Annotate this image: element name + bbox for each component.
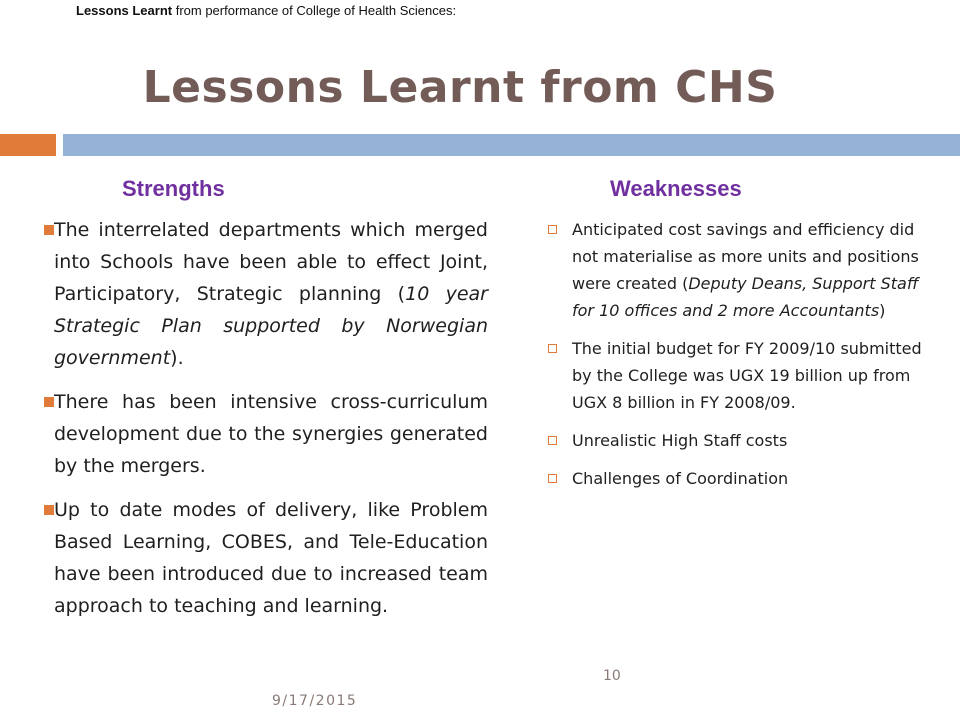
weaknesses-list xyxy=(548,216,940,503)
hollow-square-bullet-icon xyxy=(548,436,557,445)
hollow-square-bullet-icon xyxy=(548,225,557,234)
hollow-square-bullet-icon xyxy=(548,474,557,483)
slide-title: Lessons Learnt from CHS xyxy=(142,62,778,113)
weakness-item xyxy=(548,427,940,454)
weakness-text: Challenges of Coordination xyxy=(572,469,789,488)
strength-italic-text: 10 year Strategic Plan supported by Norwegian government xyxy=(54,283,488,369)
strengths-list xyxy=(34,214,488,634)
strengths-heading: Strengths xyxy=(122,176,225,201)
weakness-text: Unrealistic High Staff costs xyxy=(572,431,788,450)
square-bullet-icon xyxy=(44,505,54,515)
weakness-item xyxy=(548,465,940,492)
strength-text: Up to date modes of delivery, like Problem Based Learning, COBES, and Tele-Education have been introduced due to increased team approach to teaching and learning. xyxy=(54,499,488,617)
accent-bar-orange xyxy=(0,134,56,156)
weaknesses-heading: Weaknesses xyxy=(610,176,742,201)
strength-tail-text: ). xyxy=(170,347,184,369)
square-bullet-icon xyxy=(44,225,54,235)
weakness-text: The initial budget for FY 2009/10 submitted by the College was UGX 19 billion up from UGX 8 billion in FY 2008/09. xyxy=(572,339,922,412)
square-bullet-icon xyxy=(44,397,54,407)
hollow-square-bullet-icon xyxy=(548,344,557,353)
weakness-item xyxy=(548,335,940,416)
weakness-item xyxy=(548,216,940,324)
strength-text: The interrelated departments which merged into Schools have been able to effect Joint, Participatory, Strategic planning ( xyxy=(54,219,488,305)
strength-item xyxy=(34,494,488,622)
strength-item xyxy=(34,214,488,374)
strength-text: There has been intensive cross-curriculum development due to the synergies generated by the mergers. xyxy=(54,391,488,477)
accent-bar-blue xyxy=(63,134,960,156)
weakness-italic-text: Deputy Deans, Support Staff for 10 offices and 2 more Accountants xyxy=(572,274,919,320)
weakness-text: Anticipated cost savings and efficiency did not materialise as more units and positions were created ( xyxy=(572,220,919,293)
header-note-rest: from performance of College of Health Sciences: xyxy=(172,3,457,18)
strength-item xyxy=(34,386,488,482)
page-number: 10 xyxy=(603,668,621,684)
header-note-bold: Lessons Learnt xyxy=(76,3,173,18)
header-note xyxy=(76,3,456,18)
footer-date: 9/17/2015 xyxy=(272,693,358,709)
weakness-tail-text: ) xyxy=(879,301,886,320)
